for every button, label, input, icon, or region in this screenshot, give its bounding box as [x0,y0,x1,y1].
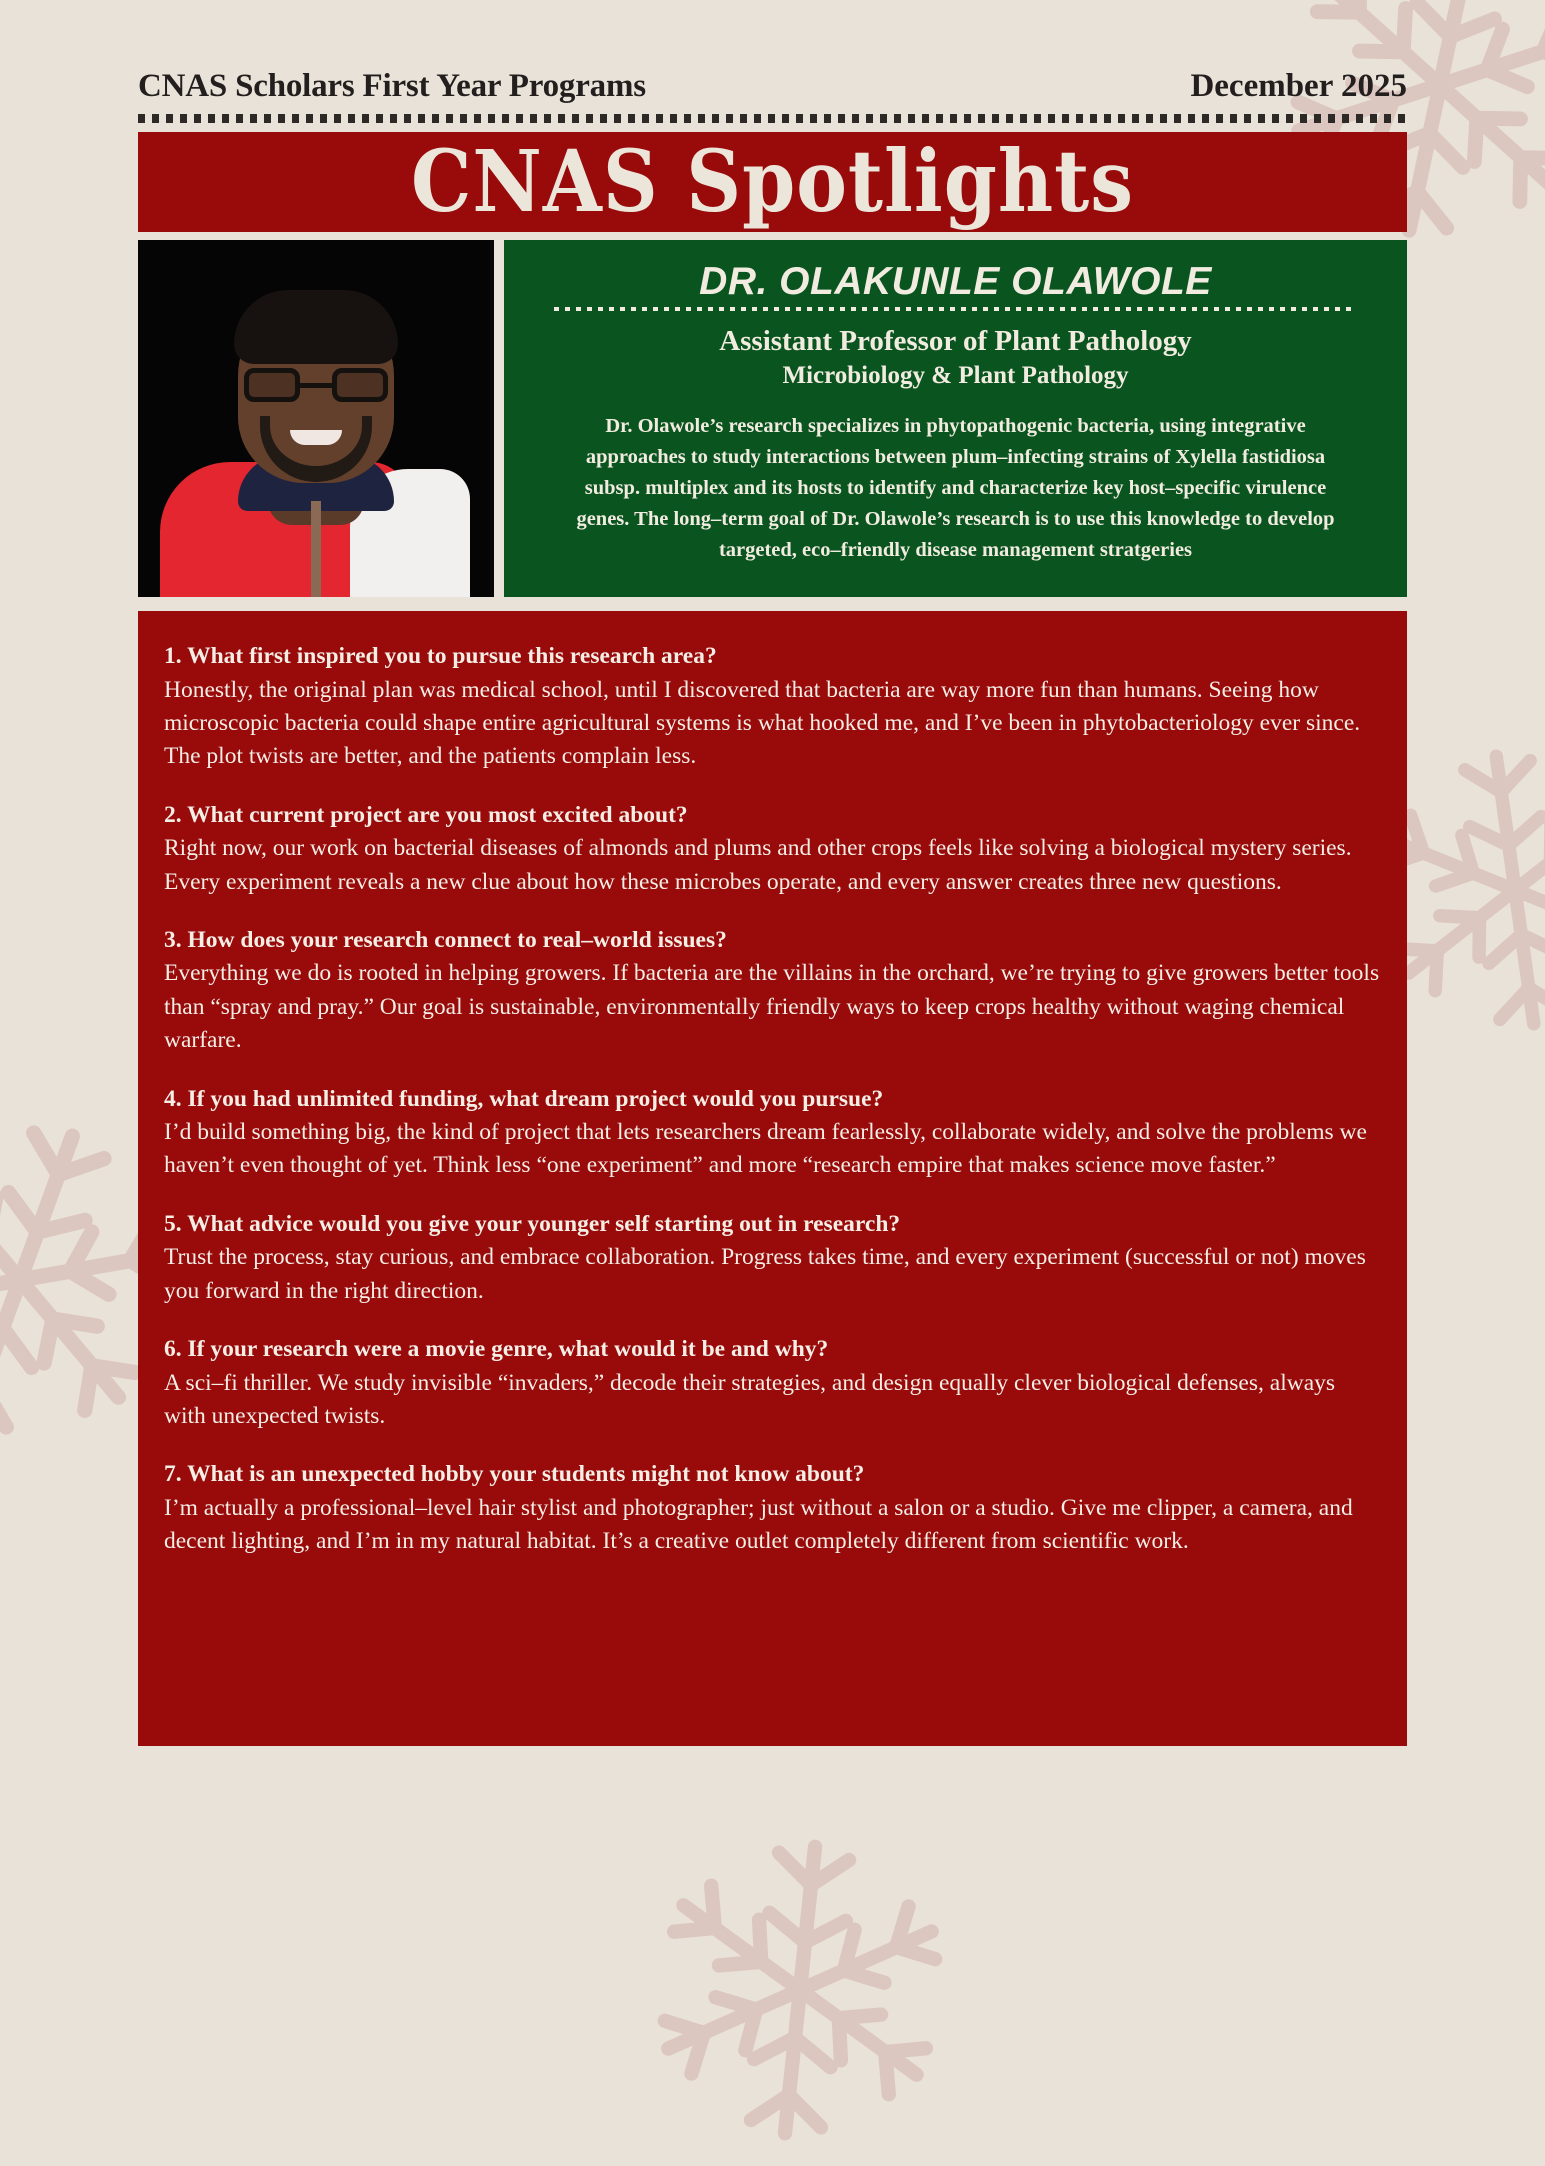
qa-question: 6. If your research were a movie genre, what would it be and why? [164,1336,829,1363]
qa-item [164,925,1381,1058]
faculty-bio: Dr. Olawole’s research specializes in phytopathogenic bacteria, using integrative approaches to study interactions between plum–infecting strains of Xylella fastidiosa subsp. multiplex and its hosts to identify and characterize key host–specific virulence genes. The long–term goal of Dr. Olawole’s research is to use this knowledge to develop targeted, eco–friendly disease management stratgeries [576,414,1335,562]
qa-item [164,641,1381,774]
faculty-title: Assistant Professor of Plant Pathology [719,324,1192,357]
publication-name: CNAS Scholars First Year Programs [138,68,646,104]
qa-item [164,800,1381,899]
qa-answer: I’d build something big, the kind of project that lets researchers dream fearlessly, collaborate widely, and solve the problems we haven’t even thought of yet. Think less “one experiment” and more “research empire that makes science move faster.” [164,1119,1367,1179]
faculty-profile-row [138,240,1407,597]
qa-question: 3. How does your research connect to real–world issues? [164,926,727,953]
interview-qa-section [138,611,1407,1746]
qa-question: 2. What current project are you most excited about? [164,801,688,828]
masthead-title: CNAS Spotlights [410,131,1135,232]
header-divider [138,114,1407,123]
faculty-name: DR. OLAKUNLE OLAWOLE [554,260,1357,311]
qa-question: 7. What is an unexpected hobby your students might not know about? [164,1461,865,1488]
faculty-portrait-photo [138,240,494,597]
faculty-department: Microbiology & Plant Pathology [782,362,1129,390]
newsletter-header [138,0,1407,105]
qa-answer: Right now, our work on bacterial diseases of almonds and plums and other crops feels like solving a biological mystery series. Every experiment reveals a new clue about how these microbes operate, and every answer creates three new questions. [164,835,1352,895]
qa-question: 1. What first inspired you to pursue this research area? [164,643,717,669]
qa-answer: Everything we do is rooted in helping growers. If bacteria are the villains in the orchard, we’re trying to give growers better tools than “spray and pray.” Our goal is sustainable, environmentally friendly ways to keep crops healthy without waging chemical warfare. [164,960,1380,1054]
qa-item [164,1334,1381,1433]
qa-question: 5. What advice would you give your younger self starting out in research? [164,1210,901,1237]
qa-question: 4. If you had unlimited funding, what dream project would you pursue? [164,1085,884,1112]
qa-answer: I’m actually a professional–level hair stylist and photographer; just without a salon or a studio. Give me clipper, a camera, and decent lighting, and I’m in my natural habitat. It’s a creative outlet completely different from scientific work. [164,1494,1353,1555]
faculty-info-panel [504,240,1407,597]
qa-item [164,1209,1381,1308]
qa-answer: Trust the process, stay curious, and embrace collaboration. Progress takes time, and every experiment (successful or not) moves you forward in the right direction. [164,1244,1366,1304]
qa-answer: Honestly, the original plan was medical school, until I discovered that bacteria are way more fun than humans. Seeing how microscopic bacteria could shape entire agricultural systems is what hooked me, and I’ve been in phytobacteriology ever since. The plot twists are better, and the patients complain less. [164,676,1361,770]
qa-item [164,1084,1381,1183]
qa-item [164,1459,1381,1558]
masthead-banner [138,132,1407,232]
qa-answer: A sci–fi thriller. We study invisible “invaders,” decode their strategies, and design equally clever biological defenses, always with unexpected twists. [164,1369,1336,1429]
issue-date: December 2025 [1190,68,1407,104]
